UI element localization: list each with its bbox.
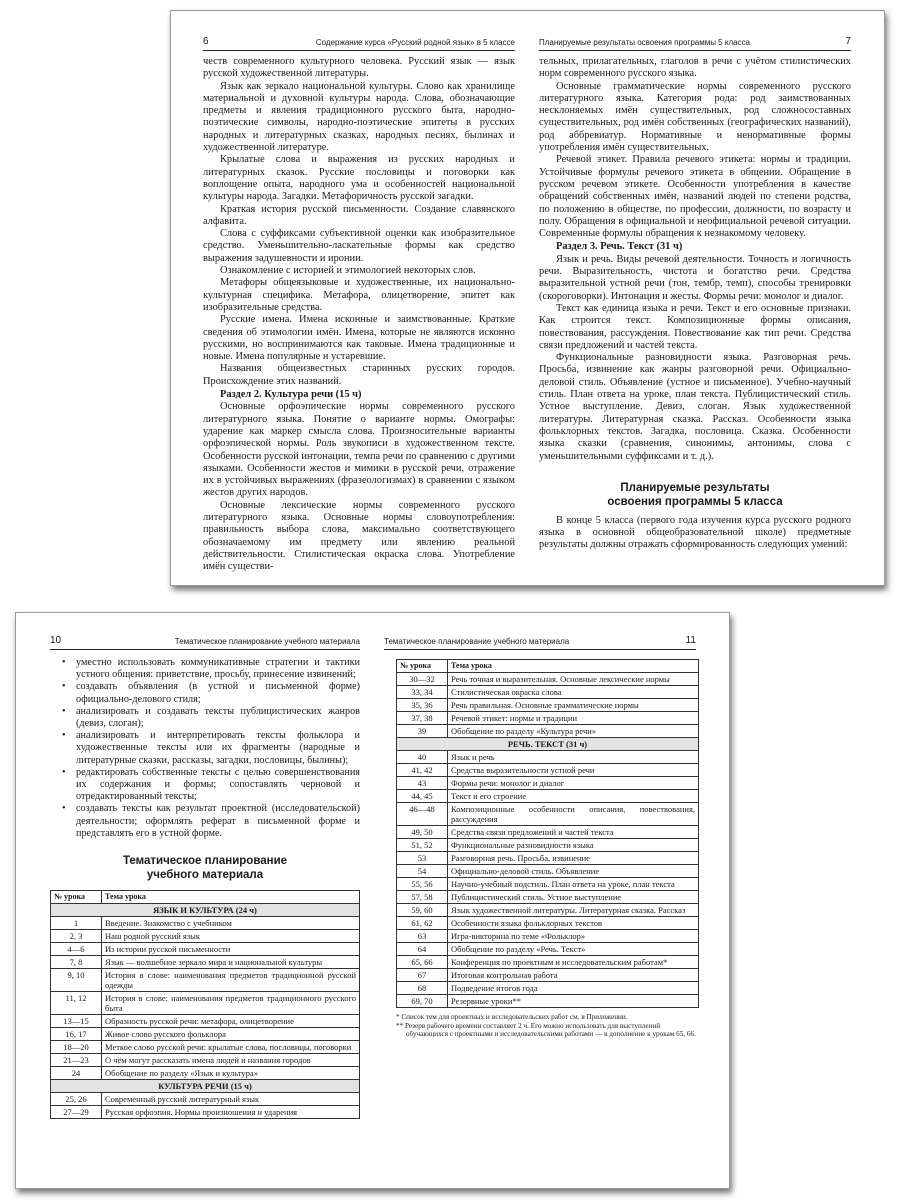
lesson-number: 39 [397,725,448,738]
lesson-topic: Функциональные разновидности языка [448,839,699,852]
page-10 [16,613,372,1188]
page-10-header [50,637,360,650]
lesson-topic: Игра-викторина по теме «Фольклор» [448,930,699,943]
spread-pages-6-7 [170,10,885,586]
lesson-topic: Средства выразительности устной речи [448,764,699,777]
lesson-number: 57, 58 [397,891,448,904]
col-header-topic: Тема урока [102,891,360,904]
lesson-number: 44, 45 [397,790,448,803]
list-item: • создавать объявления (в устной и письменной форме) официально-делового стиля; [50,681,360,705]
table-row [397,839,699,852]
list-item: • редактировать собственные тексты с целью совершенствования их содержания и формы; сопоставлять черновой и отредактированный тексты; [50,767,360,804]
table-row [397,826,699,839]
section-cell: КУЛЬТУРА РЕЧИ (15 ч) [51,1080,360,1093]
page-10-text [50,657,360,1119]
lesson-topic: Речевой этикет: нормы и традиции [448,712,699,725]
paragraph: Функциональные разновидности языка. Разговорная речь. Просьба, извинение как жанры разговорной речи. Официально-деловой стиль. Объявление (устное и письменное). Учебно-научный стиль. План ответа на уроке, план текста. Публицистический стиль. Устное выступление. Девиз, слоган. Язык художественной литературы. Литературная сказка. Рассказ. Особенности языка фольклорных текстов. Загадка, пословица. Сказка. Особенности языка сказки (сравнения, синонимы, антонимы, слова с уменьшительными суффиксами и т. д.). [539,352,851,462]
lesson-topic: Официально-деловой стиль. Объявление [448,865,699,878]
section-title: Раздел 2. Культура речи (15 ч) [220,389,362,401]
lesson-number: 54 [397,865,448,878]
col-header-number: № урока [397,660,448,673]
paragraph: Язык как зеркало национальной культуры. Слово как хранилище материальной и духовной культуры народа. Слова, обозначающие предметы и явления традиционного русского быта, народно-поэтические символы, народно-поэтические эпитеты в русских народных и литературных сказках, народных песнях, былинах и художественной литературе. [203,80,515,154]
section-cell: ЯЗЫК И КУЛЬТУРА (24 ч) [51,904,360,917]
table-row [397,673,699,686]
footnotes [396,1013,699,1039]
lesson-topic: Меткое слово русской речи: крылатые слова, пословицы, поговорки [102,1041,360,1054]
running-title: Тематическое планирование учебного материала [384,637,570,646]
section-heading: Тематическое планирование учебного материала [122,855,288,882]
lesson-number: 7, 8 [51,956,102,969]
lesson-topic: Обобщение по разделу «Язык и культура» [102,1067,360,1080]
paragraph: Слова с суффиксами субъективной оценки как изобразительное средство. Уменьшительно-ласкательные формы как средство выражения задушевности и иронии. [203,228,515,264]
lesson-number: 67 [397,969,448,982]
lesson-topic: Формы речи: монолог и диалог [448,777,699,790]
lesson-number: 55, 56 [397,878,448,891]
page-number: 7 [845,36,851,47]
table-row [51,956,360,969]
lesson-topic: Средства связи предложений и частей текста [448,826,699,839]
lesson-number: 1 [51,917,102,930]
lesson-topic: Стилистическая окраска слова [448,686,699,699]
paragraph: Язык и речь. Виды речевой деятельности. Точность и логичность речи. Выразительность, чистота и богатство речи. Средства выразительной устной речи (тон, тембр, темп), способы тренировки (скороговорки). Интонация и жесты. Формы речи: монолог и диалог. [539,253,851,302]
page-11-header [384,637,696,650]
page-7 [527,11,884,585]
section-row [397,738,699,751]
lesson-topic: Публицистический стиль. Устное выступление [448,891,699,904]
lesson-number: 49, 50 [397,826,448,839]
table-row [51,1041,360,1054]
lesson-number: 59, 60 [397,904,448,917]
lesson-number: 16, 17 [51,1028,102,1041]
lesson-number: 37, 38 [397,712,448,725]
skills-list [50,657,360,840]
lesson-number: 27—29 [51,1106,102,1119]
table-row [51,1067,360,1080]
lesson-topic: Образность русской речи: метафора, олицетворение [102,1015,360,1028]
list-item: • анализировать и интерпретировать тексты фольклора и художественные тексты или их фрагменты (народные и литературные сказки, рассказы, загадки, пословицы, былины); [50,730,360,767]
lesson-topic: Обобщение по разделу «Речь. Текст» [448,943,699,956]
table-row [397,982,699,995]
lesson-number: 24 [51,1067,102,1080]
lesson-number: 11, 12 [51,992,102,1015]
table-row [397,969,699,982]
section-row [51,904,360,917]
section-title: Раздел 3. Речь. Текст (31 ч) [556,241,683,253]
lesson-topic: Живое слово русского фольклора [102,1028,360,1041]
table-row [397,699,699,712]
lesson-number: 64 [397,943,448,956]
plan-table [396,659,699,1008]
table-row [397,891,699,904]
lesson-topic: Язык художественной литературы. Литературная сказка. Рассказ [448,904,699,917]
list-item: • уместно использовать коммуникативные стратегии и тактики устного общения: приветствие, просьбу, принесение извинений; [50,657,360,681]
table-row [397,712,699,725]
lesson-number: 35, 36 [397,699,448,712]
paragraph: Основные лексические нормы современного русского литературного языка. Основные нормы словоупотребления: правильность выбора слова, максимально соответствующего обозначаемому им предмету или явлению реальной действительности. Стилистическая окраска слова. Употребление имён существи- [203,499,515,573]
table-row [51,943,360,956]
running-title: Содержание курса «Русский родной язык» в 5 классе [315,38,515,47]
lesson-topic: Современный русский литературный язык [102,1093,360,1106]
lesson-topic: Разговорная речь. Просьба, извинение [448,852,699,865]
lesson-topic: Особенности языка фольклорных текстов [448,917,699,930]
spread-pages-10-11 [15,612,730,1189]
lesson-number: 63 [397,930,448,943]
lesson-topic: Подведение итогов года [448,982,699,995]
lesson-number: 30—32 [397,673,448,686]
lesson-number: 51, 52 [397,839,448,852]
table-row [397,917,699,930]
section-cell: РЕЧЬ. ТЕКСТ (31 ч) [397,738,699,751]
lesson-number: 13—15 [51,1015,102,1028]
paragraph: Крылатые слова и выражения из русских народных и литературных сказок. Русские пословицы и поговорки как воплощение опыта, народного ума и особенностей национальной культуры народа. Загадки. Метафоричность русской загадки. [203,154,515,203]
paragraph: честв современного культурного человека. Русский язык — язык русской художественной литературы. [203,56,515,80]
col-header-number: № урока [51,891,102,904]
list-item: • анализировать и создавать тексты публицистических жанров (девиз, слоган); [50,706,360,730]
table-row [397,686,699,699]
lesson-topic: Из истории русской письменности [102,943,360,956]
page-6 [171,11,527,585]
lesson-topic: О чём могут рассказать имена людей и названия городов [102,1054,360,1067]
lesson-topic: Русская орфоэпия. Нормы произношения и ударения [102,1106,360,1119]
section-heading: Планируемые результаты освоения программы 5 класса [607,481,783,508]
lesson-number: 18—20 [51,1041,102,1054]
lesson-number: 69, 70 [397,995,448,1008]
lesson-number: 2, 3 [51,930,102,943]
paragraph: Названия общеизвестных старинных русских городов. Происхождение этих названий. [203,363,515,387]
table-row [51,1093,360,1106]
page-6-text [203,56,515,573]
table-row [51,969,360,992]
col-header-topic: Тема урока [448,660,699,673]
paragraph: Метафоры общеязыковые и художественные, их национально-культурная специфика. Метафора, олицетворение, эпитет как изобразительные средства. [203,277,515,313]
plan-table [50,890,360,1119]
footnote: * Список тем для проектных и исследовательских работ см. в Приложении. [396,1013,628,1021]
paragraph: Речевой этикет. Правила речевого этикета: нормы и традиции. Устойчивые формулы речевого этикета в общении. Обращение в русском речевом этикете. Особенности употребления в качестве обращений собственных имён, названий людей по степени родства, по положению в обществе, по профессии, должности, по возрасту и полу. Обращения в официальной и неофициальной речевой ситуации. Современные формулы обращения к незнакомому человеку. [539,154,851,240]
lesson-number: 65, 66 [397,956,448,969]
lesson-number: 9, 10 [51,969,102,992]
table-row [51,1015,360,1028]
lesson-topic: Текст и его строение [448,790,699,803]
lesson-number: 61, 62 [397,917,448,930]
lesson-number: 33, 34 [397,686,448,699]
table-row [51,1054,360,1067]
lesson-topic: Наш родной русский язык [102,930,360,943]
table-row [51,1106,360,1119]
section-row [51,1080,360,1093]
paragraph: Краткая история русской письменности. Создание славянского алфавита. [203,203,515,227]
table-row [397,995,699,1008]
table-row [397,943,699,956]
running-title: Тематическое планирование учебного материала [174,637,360,646]
table-row [397,751,699,764]
paragraph: Основные орфоэпические нормы современного русского литературного языка. Понятие о варианте нормы. Омографы: ударение как маркер смысла слова. Произносительные варианты орфоэпической нормы. Роль звукописи в художественном тексте. Особенности русской интонации, темпа речи по сравнению с другими языками. Особенности жестов и мимики в русской речи, отражение их в устойчивых выражениях (фразеологизмах) в сравнении с языком жестов других народов. [203,401,515,499]
table-row [397,852,699,865]
lesson-topic: Конференция по проектным и исследовательским работам* [448,956,699,969]
page-11-text [396,659,699,1039]
table-row [397,878,699,891]
lesson-number: 40 [397,751,448,764]
page-number: 6 [203,36,209,47]
paragraph: Ознакомление с историей и этимологией некоторых слов. [220,265,476,277]
table-row [397,904,699,917]
lesson-topic: Речь точная и выразительная. Основные лексические нормы [448,673,699,686]
lesson-topic: Язык и речь [448,751,699,764]
lesson-topic: Научно-учебный подстиль. План ответа на уроке, план текста [448,878,699,891]
table-row [51,992,360,1015]
lesson-number: 46—48 [397,803,448,826]
list-item: • создавать тексты как результат проектной (исследовательской) деятельности; оформлять реферат в письменной форме и представлять его в устной форме. [50,803,360,840]
lesson-number: 21—23 [51,1054,102,1067]
page-number: 10 [50,635,62,646]
lesson-topic: Композиционные особенности описания, повествования, рассуждения [448,803,699,826]
table-row [397,930,699,943]
page-7-text [539,56,851,552]
paragraph: Основные грамматические нормы современного русского литературного языка. Категория рода: род заимствованных несклоняемых имён существительных, род сложносоставных существительных, род имён собственных (географических названий), род аббревиатур. Нормативные и ненормативные формы употребления имён существительных. [539,80,851,154]
table-row [397,777,699,790]
table-row [397,865,699,878]
paragraph: В конце 5 класса (первого года изучения курса русского родного языка в основной общеобразовательной школе) предметные результаты должны отражать сформированность следующих умений: [539,514,851,551]
lesson-topic: Обобщение по разделу «Культура речи» [448,725,699,738]
table-row [397,790,699,803]
page-11 [372,613,729,1188]
lesson-topic: История в слове: наименования предметов традиционного русского быта [102,992,360,1015]
lesson-topic: Резервные уроки** [448,995,699,1008]
page-7-header [539,38,851,51]
lesson-number: 53 [397,852,448,865]
table-row [397,764,699,777]
page-6-header [203,38,515,51]
lesson-topic: Язык — волшебное зеркало мира и национальной культуры [102,956,360,969]
lesson-number: 68 [397,982,448,995]
paragraph: Русские имена. Имена исконные и заимствованные. Краткие сведения об этимологии имён. Имена, которые не являются исконно русскими, но воспринимаются как таковые. Имена традиционные и новые. Имена популярные и устаревшие. [203,314,515,363]
lesson-topic: Введение. Знакомство с учебником [102,917,360,930]
table-row [51,917,360,930]
paragraph: тельных, прилагательных, глаголов в речи с учётом стилистических норм современного русского языка. [539,56,851,80]
paragraph: Текст как единица языка и речи. Текст и его основные признаки. Как строится текст. Композиционные формы описания, повествования, рассуждения. Повествование как тип речи. Средства связи предложений и частей текста. [539,302,851,351]
lesson-topic: Речь правильная. Основные грамматические нормы [448,699,699,712]
lesson-topic: Итоговая контрольная работа [448,969,699,982]
lesson-number: 4—6 [51,943,102,956]
lesson-number: 25, 26 [51,1093,102,1106]
table-row [397,725,699,738]
page-number: 11 [685,635,696,646]
lesson-topic: История в слове: наименования предметов традиционной русской одежды [102,969,360,992]
table-row [51,1028,360,1041]
table-row [397,803,699,826]
table-row [397,956,699,969]
table-row [51,930,360,943]
lesson-number: 41, 42 [397,764,448,777]
footnote: ** Резерв рабочего времени составляет 2 ч. Его можно использовать для выступлений обучающихся с проектными и исследовательскими работами — в дополнение к урокам 65, 66. [396,1021,696,1039]
running-title: Планируемые результаты освоения программы 5 класса [539,38,751,47]
lesson-number: 43 [397,777,448,790]
